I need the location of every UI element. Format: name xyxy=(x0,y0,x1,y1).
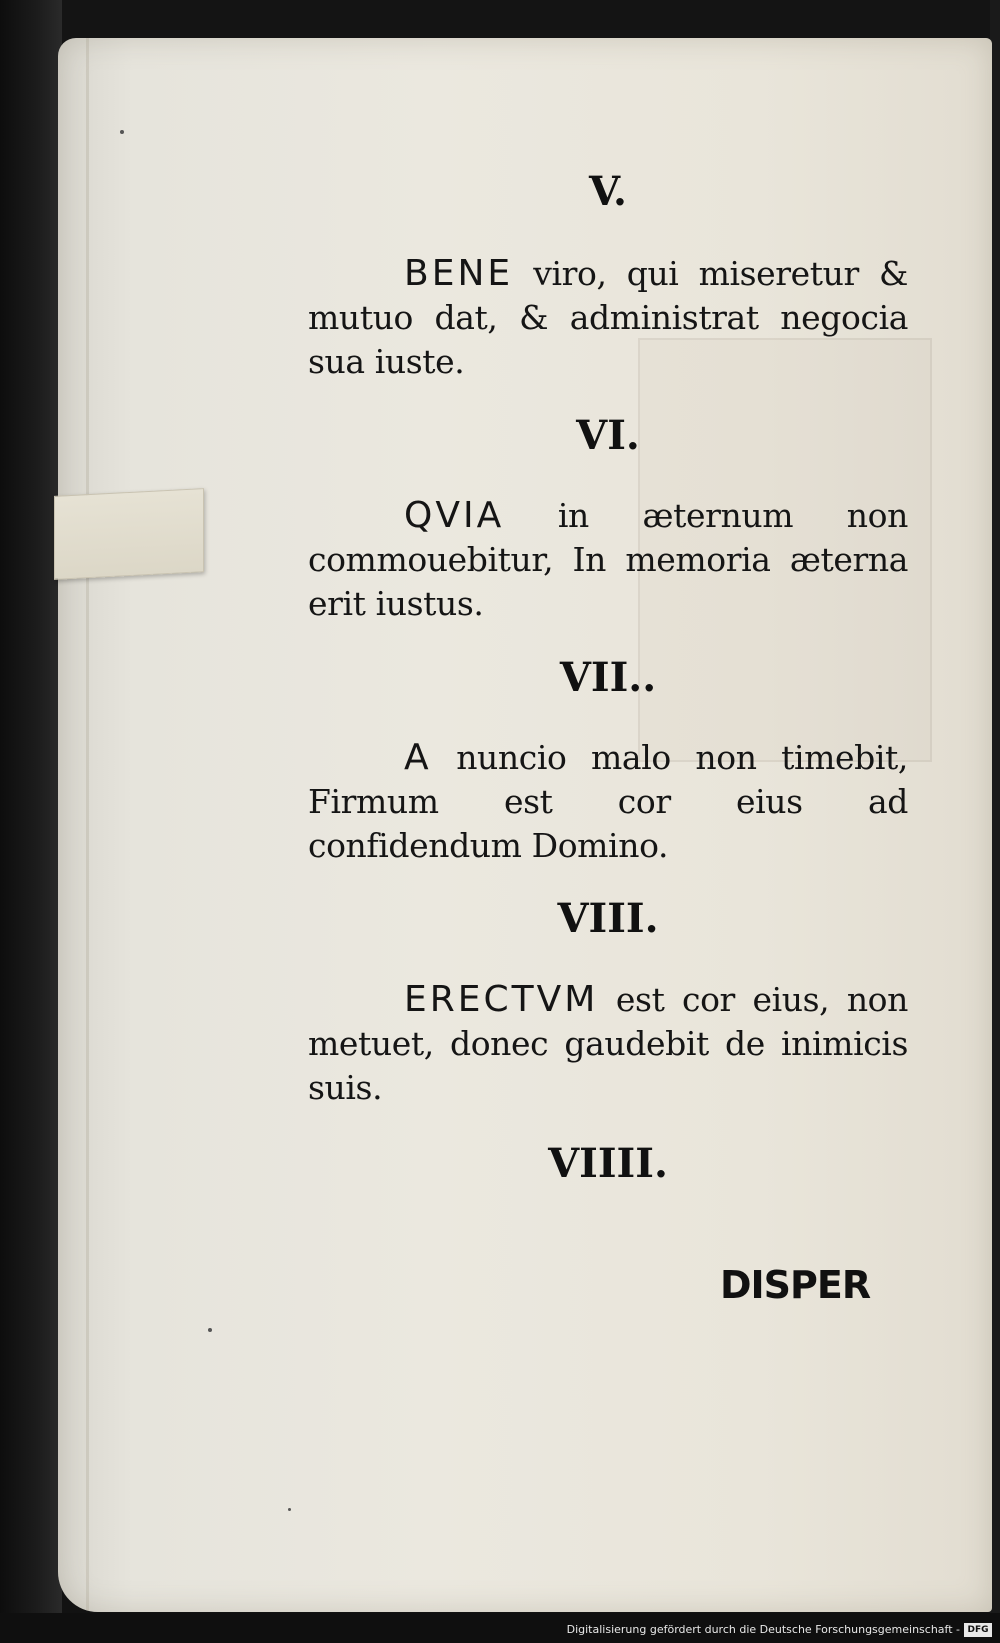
catchword: DISPER xyxy=(720,1263,871,1307)
verse-body: nuncio malo non timebit, Firmum est cor eius ad confidendum Domino. xyxy=(308,738,908,865)
verse-text-7 xyxy=(308,736,908,868)
verse-number-6: VI. xyxy=(576,412,640,459)
paper-tab-marker[interactable] xyxy=(54,488,204,580)
footer-strip xyxy=(0,1613,1000,1643)
verse-number-8: VIII. xyxy=(557,895,659,942)
verse-lead-word: QVIA xyxy=(404,495,505,536)
book-binding xyxy=(0,0,62,1643)
paper-speck xyxy=(208,1328,212,1332)
verse-lead-word: BENE xyxy=(404,253,514,294)
verse-text-5 xyxy=(308,252,908,384)
verse-body: est cor eius, non metuet, donec gaudebit de inimicis suis. xyxy=(308,980,908,1107)
page-fold-line xyxy=(86,38,89,1612)
verse-text-6 xyxy=(308,494,908,626)
verse-lead-word: A xyxy=(404,737,432,778)
verse-lead-word: ERECTVM xyxy=(404,979,599,1020)
verse-number-7: VII.. xyxy=(559,654,657,701)
dfg-logo[interactable]: DFG xyxy=(964,1623,992,1637)
paper-speck xyxy=(120,130,124,134)
verse-body: in æternum non commouebitur, In memoria æterna erit iustus. xyxy=(308,496,908,623)
verse-number-9: VIIII. xyxy=(548,1140,668,1187)
verse-text-8 xyxy=(308,978,908,1110)
verse-number-5: V. xyxy=(589,168,627,215)
digitization-credit: Digitalisierung gefördert durch die Deutsche Forschungsgemeinschaft - xyxy=(566,1623,960,1636)
verse-body: viro, qui miseretur & mutuo dat, & administrat negocia sua iuste. xyxy=(308,254,908,381)
paper-speck xyxy=(288,1508,291,1511)
